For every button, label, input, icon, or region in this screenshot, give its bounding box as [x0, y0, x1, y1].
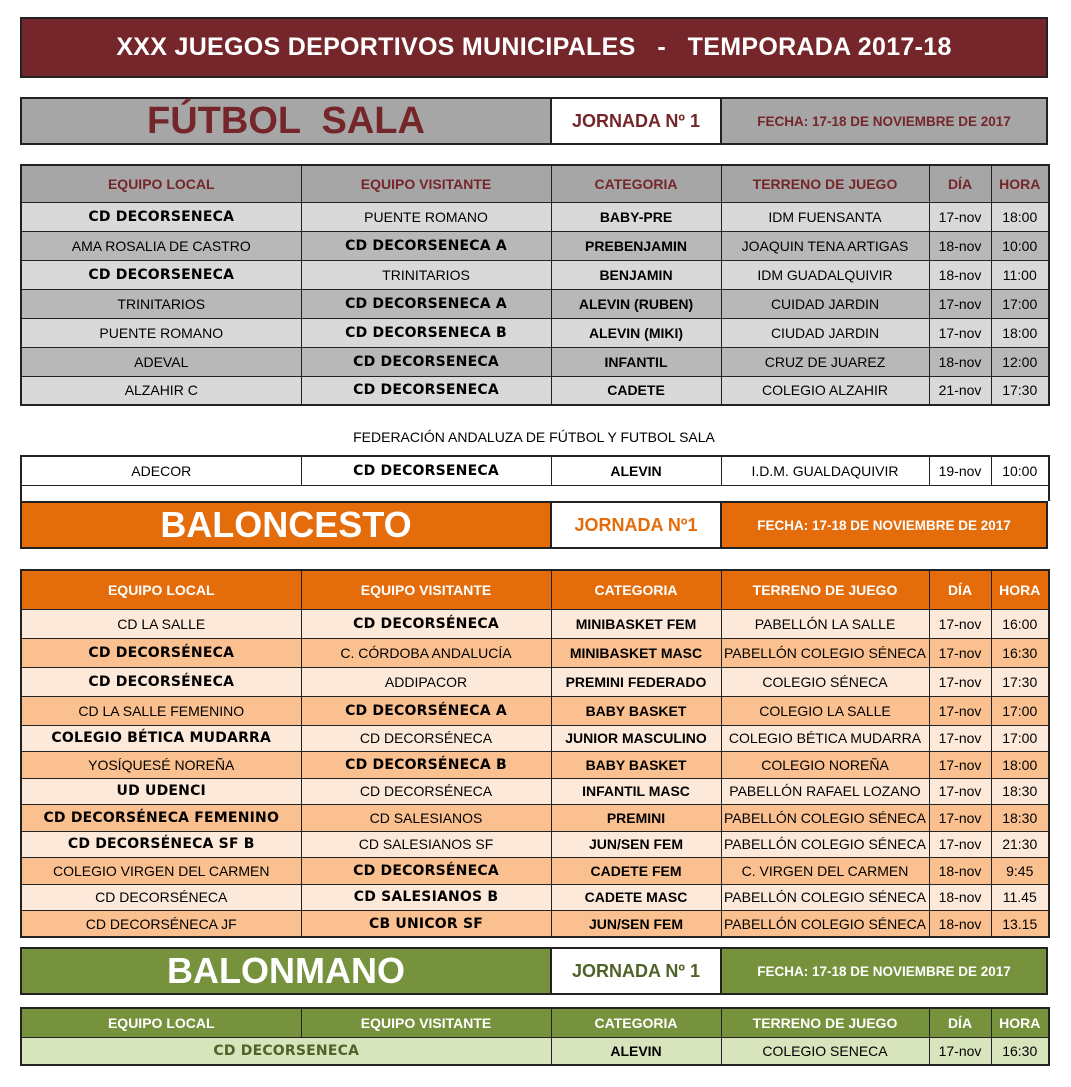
futsal-fecha: FECHA: 17-18 DE NOVIEMBRE DE 2017: [722, 99, 1046, 143]
column-header: EQUIPO LOCAL: [21, 570, 301, 609]
cell-visitante: CD DECORSÉNECA A: [301, 696, 551, 725]
balonmano-fecha: FECHA: 17-18 DE NOVIEMBRE DE 2017: [722, 949, 1046, 993]
baloncesto-header: [20, 501, 1048, 549]
cell-hora: 16:30: [991, 638, 1049, 667]
cell-visitante: CD DECORSÉNECA: [301, 778, 551, 805]
cell-local: CD DECORSENECA: [21, 260, 301, 289]
cell-categoria: ALEVIN (MIKI): [551, 318, 721, 347]
cell-local: CD DECORSÉNECA FEMENINO: [21, 805, 301, 832]
cell-hora: 17:00: [991, 289, 1049, 318]
cell-terreno: IDM GUADALQUIVIR: [721, 260, 929, 289]
cell-hora: 18:00: [991, 318, 1049, 347]
cell-local: YOSÍQUESÉ NOREÑA: [21, 752, 301, 779]
cell-dia: 17-nov: [929, 752, 991, 779]
cell-hora: 9:45: [991, 858, 1049, 885]
cell-hora: 17:30: [991, 667, 1049, 696]
cell-categoria: ALEVIN: [551, 456, 721, 485]
balonmano-table: [20, 1007, 1050, 1066]
table-row: [21, 456, 1049, 485]
cell-hora: 18:00: [991, 202, 1049, 231]
cell-hora: 10:00: [991, 456, 1049, 485]
cell-hora: 11:00: [991, 260, 1049, 289]
cell-terreno: CUIDAD JARDIN: [721, 289, 929, 318]
cell-categoria: BABY BASKET: [551, 696, 721, 725]
cell-local: UD UDENCI: [21, 778, 301, 805]
cell-categoria: BABY BASKET: [551, 752, 721, 779]
cell-categoria: ALEVIN: [551, 1037, 721, 1065]
cell-terreno: PABELLÓN COLEGIO SÉNECA: [721, 911, 929, 938]
futsal-table: [20, 164, 1050, 406]
baloncesto-jornada: JORNADA Nº1: [552, 503, 722, 547]
column-header: CATEGORIA: [551, 165, 721, 202]
cell-hora: 16:30: [991, 1037, 1049, 1065]
table-row: [21, 778, 1049, 805]
cell-visitante: PUENTE ROMANO: [301, 202, 551, 231]
cell-visitante: C. CÓRDOBA ANDALUCÍA: [301, 638, 551, 667]
cell-visitante: CD DECORSENECA A: [301, 289, 551, 318]
column-header: EQUIPO LOCAL: [21, 165, 301, 202]
cell-dia: 18-nov: [929, 911, 991, 938]
table-row: [21, 609, 1049, 638]
cell-dia: 17-nov: [929, 289, 991, 318]
cell-visitante: CD DECORSENECA: [301, 347, 551, 376]
cell-categoria: PREBENJAMIN: [551, 231, 721, 260]
column-header: EQUIPO VISITANTE: [301, 165, 551, 202]
cell-visitante: CD DECORSÉNECA: [301, 609, 551, 638]
cell-local: CD LA SALLE FEMENINO: [21, 696, 301, 725]
baloncesto-table: [20, 569, 1050, 938]
cell-dia: 17-nov: [929, 667, 991, 696]
table-row: [21, 1037, 1049, 1065]
cell-categoria: PREMINI: [551, 805, 721, 832]
cell-terreno: PABELLÓN RAFAEL LOZANO: [721, 778, 929, 805]
column-header: EQUIPO VISITANTE: [301, 1008, 551, 1037]
cell-visitante: CD DECORSÉNECA: [301, 725, 551, 752]
table-row: [21, 260, 1049, 289]
cell-dia: 17-nov: [929, 318, 991, 347]
column-header: CATEGORIA: [551, 570, 721, 609]
cell-hora: 18:00: [991, 752, 1049, 779]
cell-hora: 12:00: [991, 347, 1049, 376]
cell-categoria: PREMINI FEDERADO: [551, 667, 721, 696]
cell-local: CD LA SALLE: [21, 609, 301, 638]
table-row: [21, 884, 1049, 911]
baloncesto-fecha: FECHA: 17-18 DE NOVIEMBRE DE 2017: [722, 503, 1046, 547]
cell-dia: 18-nov: [929, 858, 991, 885]
cell-terreno: JOAQUIN TENA ARTIGAS: [721, 231, 929, 260]
cell-visitante: CD DECORSÉNECA: [301, 858, 551, 885]
cell-local: TRINITARIOS: [21, 289, 301, 318]
cell-terreno: CRUZ DE JUAREZ: [721, 347, 929, 376]
page-title: XXX JUEGOS DEPORTIVOS MUNICIPALES - TEMPORADA 2017-18: [20, 17, 1048, 78]
cell-local: ALZAHIR C: [21, 376, 301, 405]
federacion-label: FEDERACIÓN ANDALUZA DE FÚTBOL Y FUTBOL SALA: [353, 429, 715, 445]
cell-local: ADECOR: [21, 456, 301, 485]
cell-categoria: MINIBASKET MASC: [551, 638, 721, 667]
cell-terreno: PABELLÓN LA SALLE: [721, 609, 929, 638]
cell-dia: 18-nov: [929, 231, 991, 260]
cell-local: CD DECORSÉNECA: [21, 667, 301, 696]
column-header: HORA: [991, 570, 1049, 609]
balonmano-header-row: [21, 1008, 1049, 1037]
cell-visitante: CD DECORSENECA B: [301, 318, 551, 347]
cell-dia: 21-nov: [929, 376, 991, 405]
balonmano-title: BALONMANO: [22, 949, 552, 993]
cell-visitante: CD DECORSENECA: [301, 376, 551, 405]
cell-hora: 17:00: [991, 696, 1049, 725]
cell-local: COLEGIO BÉTICA MUDARRA: [21, 725, 301, 752]
cell-categoria: CADETE: [551, 376, 721, 405]
table-row: [21, 696, 1049, 725]
column-header: TERRENO DE JUEGO: [721, 1008, 929, 1037]
cell-dia: 17-nov: [929, 831, 991, 858]
column-header: EQUIPO VISITANTE: [301, 570, 551, 609]
cell-categoria: ALEVIN (RUBEN): [551, 289, 721, 318]
column-header: CATEGORIA: [551, 1008, 721, 1037]
cell-categoria: BENJAMIN: [551, 260, 721, 289]
futsal-header: [20, 97, 1048, 145]
cell-local: PUENTE ROMANO: [21, 318, 301, 347]
cell-terreno: PABELLÓN COLEGIO SÉNECA: [721, 805, 929, 832]
baloncesto-header-row: [21, 570, 1049, 609]
table-row: [21, 638, 1049, 667]
cell-visitante: CD SALESIANOS SF: [301, 831, 551, 858]
cell-categoria: CADETE FEM: [551, 858, 721, 885]
cell-terreno: COLEGIO SÉNECA: [721, 667, 929, 696]
cell-hora: 17:30: [991, 376, 1049, 405]
column-header: TERRENO DE JUEGO: [721, 570, 929, 609]
cell-hora: 18:30: [991, 805, 1049, 832]
cell-local: CD DECORSENECA: [21, 202, 301, 231]
column-header: HORA: [991, 1008, 1049, 1037]
cell-dia: 17-nov: [929, 696, 991, 725]
cell-dia: 17-nov: [929, 609, 991, 638]
column-header: EQUIPO LOCAL: [21, 1008, 301, 1037]
cell-hora: 11.45: [991, 884, 1049, 911]
cell-local: CD DECORSÉNECA: [21, 638, 301, 667]
cell-visitante: CB UNICOR SF: [301, 911, 551, 938]
cell-local: CD DECORSÉNECA SF B: [21, 831, 301, 858]
table-row: [21, 725, 1049, 752]
cell-categoria: BABY-PRE: [551, 202, 721, 231]
column-header: HORA: [991, 165, 1049, 202]
cell-terreno: CIUDAD JARDIN: [721, 318, 929, 347]
cell-local: COLEGIO VIRGEN DEL CARMEN: [21, 858, 301, 885]
table-row: [21, 376, 1049, 405]
cell-categoria: INFANTIL: [551, 347, 721, 376]
cell-terreno: C. VIRGEN DEL CARMEN: [721, 858, 929, 885]
balonmano-header: [20, 947, 1048, 995]
cell-local: ADEVAL: [21, 347, 301, 376]
cell-visitante: CD SALESIANOS: [301, 805, 551, 832]
cell-terreno: I.D.M. GUALDAQUIVIR: [721, 456, 929, 485]
federacion-table: [20, 455, 1050, 501]
column-header: DÍA: [929, 570, 991, 609]
table-row: [21, 805, 1049, 832]
baloncesto-title: BALONCESTO: [22, 503, 552, 547]
cell-categoria: JUN/SEN FEM: [551, 911, 721, 938]
cell-terreno: PABELLÓN COLEGIO SÉNECA: [721, 638, 929, 667]
cell-categoria: JUNIOR MASCULINO: [551, 725, 721, 752]
table-row: [21, 667, 1049, 696]
table-row: [21, 831, 1049, 858]
cell-terreno: PABELLÓN COLEGIO SÉNECA: [721, 884, 929, 911]
table-row: [21, 231, 1049, 260]
cell-categoria: MINIBASKET FEM: [551, 609, 721, 638]
balonmano-jornada: JORNADA Nº 1: [552, 949, 722, 993]
cell-dia: 18-nov: [929, 884, 991, 911]
cell-visitante: TRINITARIOS: [301, 260, 551, 289]
table-row: [21, 347, 1049, 376]
column-header: DÍA: [929, 165, 991, 202]
cell-hora: 17:00: [991, 725, 1049, 752]
cell-local: CD DECORSÉNECA: [21, 884, 301, 911]
cell-categoria: INFANTIL MASC: [551, 778, 721, 805]
cell-local: AMA ROSALIA DE CASTRO: [21, 231, 301, 260]
cell-visitante: CD DECORSENECA A: [301, 231, 551, 260]
table-row: [21, 858, 1049, 885]
cell-dia: 18-nov: [929, 260, 991, 289]
cell-terreno: COLEGIO LA SALLE: [721, 696, 929, 725]
table-row: [21, 318, 1049, 347]
table-row: [21, 289, 1049, 318]
cell-dia: 17-nov: [929, 725, 991, 752]
column-header: TERRENO DE JUEGO: [721, 165, 929, 202]
cell-visitante: ADDIPACOR: [301, 667, 551, 696]
cell-dia: 17-nov: [929, 778, 991, 805]
cell-local: CD DECORSÉNECA JF: [21, 911, 301, 938]
cell-hora: 18:30: [991, 778, 1049, 805]
cell-terreno: COLEGIO BÉTICA MUDARRA: [721, 725, 929, 752]
cell-dia: 17-nov: [929, 1037, 991, 1065]
cell-categoria: CADETE MASC: [551, 884, 721, 911]
cell-visitante: CD DECORSENECA: [301, 456, 551, 485]
cell-terreno: IDM FUENSANTA: [721, 202, 929, 231]
cell-dia: 17-nov: [929, 638, 991, 667]
table-row: [21, 202, 1049, 231]
cell-dia: 19-nov: [929, 456, 991, 485]
cell-hora: 16:00: [991, 609, 1049, 638]
table-row: [21, 911, 1049, 938]
cell-hora: 10:00: [991, 231, 1049, 260]
cell-categoria: JUN/SEN FEM: [551, 831, 721, 858]
futsal-title: FÚTBOL SALA: [22, 99, 552, 143]
spacer-row: [21, 485, 1049, 501]
cell-dia: 17-nov: [929, 805, 991, 832]
cell-terreno: COLEGIO SENECA: [721, 1037, 929, 1065]
cell-hora: 21:30: [991, 831, 1049, 858]
cell-terreno: COLEGIO ALZAHIR: [721, 376, 929, 405]
table-row: [21, 752, 1049, 779]
column-header: DÍA: [929, 1008, 991, 1037]
cell-hora: 13.15: [991, 911, 1049, 938]
cell-dia: 17-nov: [929, 202, 991, 231]
cell-equipo: CD DECORSENECA: [21, 1037, 551, 1065]
futsal-header-row: [21, 165, 1049, 202]
cell-dia: 18-nov: [929, 347, 991, 376]
cell-visitante: CD SALESIANOS B: [301, 884, 551, 911]
futsal-jornada: JORNADA Nº 1: [552, 99, 722, 143]
cell-visitante: CD DECORSÉNECA B: [301, 752, 551, 779]
cell-terreno: PABELLÓN COLEGIO SÉNECA: [721, 831, 929, 858]
cell-terreno: COLEGIO NOREÑA: [721, 752, 929, 779]
